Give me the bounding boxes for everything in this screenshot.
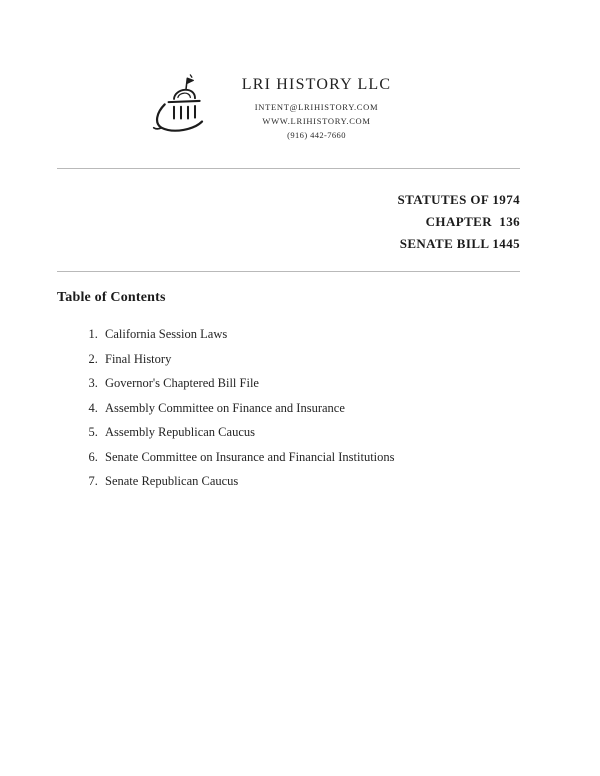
toc-item: 5. Assembly Republican Caucus (101, 420, 520, 445)
citation-block (57, 189, 520, 255)
letterhead (17, 68, 520, 142)
toc-list (87, 322, 520, 494)
toc-title: Table of Contents (57, 290, 166, 305)
divider-bottom (57, 271, 520, 272)
chapter-line: CHAPTER 136 (425, 214, 520, 229)
toc-item: 4. Assembly Committee on Finance and Insurance (101, 396, 520, 421)
company-phone: (916) 442-7660 (287, 130, 346, 140)
toc-item: 2. Final History (101, 347, 520, 372)
company-email: INTENT@LRIHISTORY.COM (254, 102, 379, 112)
senate-bill-line: SENATE BILL 1445 (399, 236, 520, 251)
company-name: LRI HISTORY LLC (241, 76, 392, 93)
toc-item: 7. Senate Republican Caucus (101, 469, 520, 494)
divider-top (57, 168, 520, 169)
statutes-line: STATUTES OF 1974 (397, 192, 520, 207)
company-website: WWW.LRIHISTORY.COM (262, 116, 371, 126)
capitol-sketch-logo-icon (146, 70, 216, 142)
toc-item: 1. California Session Laws (101, 322, 520, 347)
company-info (242, 68, 392, 140)
toc-item: 3. Governor's Chaptered Bill File (101, 371, 520, 396)
toc-item: 6. Senate Committee on Insurance and Financial Institutions (101, 445, 520, 470)
